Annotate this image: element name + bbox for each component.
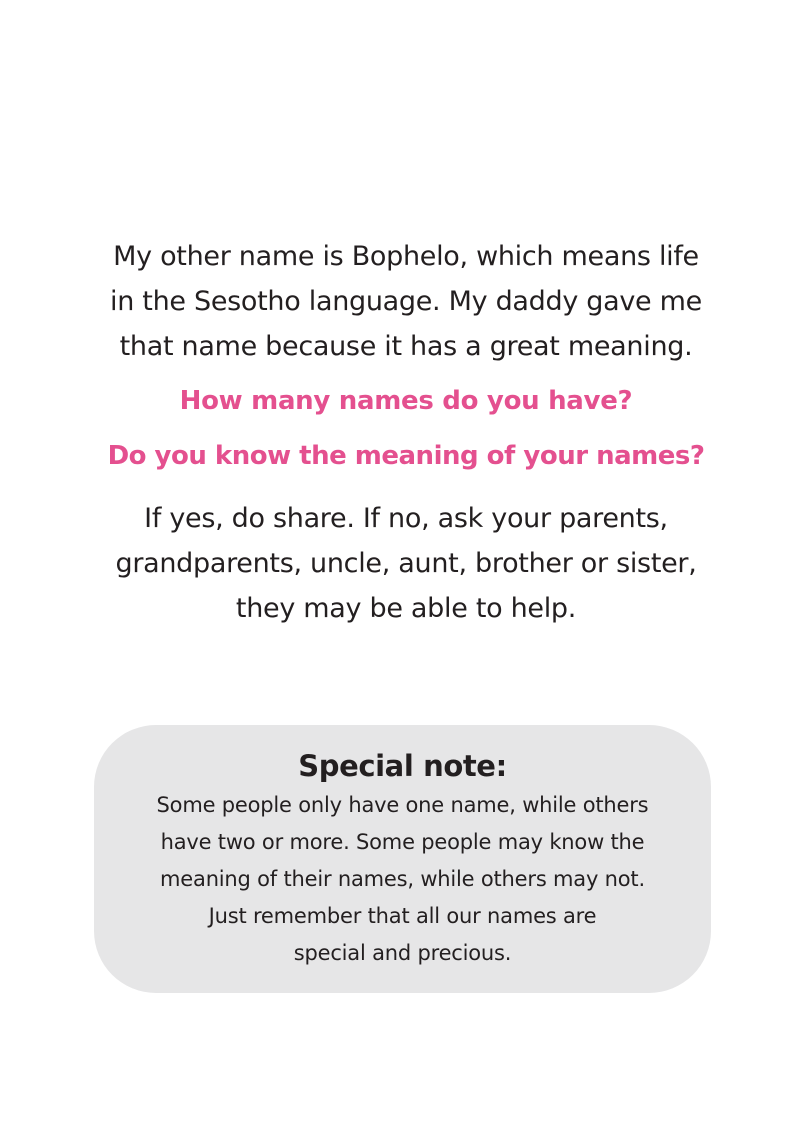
question-names-meaning: Do you know the meaning of your names? (107, 441, 705, 471)
special-note-text (94, 787, 711, 972)
special-note-box (94, 725, 711, 993)
answer-line: If yes, do share. If no, ask your parents, (144, 503, 668, 534)
intro-paragraph (0, 234, 812, 369)
answer-paragraph (0, 496, 812, 631)
special-note-line: special and precious. (293, 941, 512, 965)
intro-line: My other name is Bophelo, which means life (113, 241, 699, 272)
special-note-line: Some people only have one name, while others (156, 793, 649, 817)
intro-line: that name because it has a great meaning. (119, 331, 693, 362)
special-note-title: Special note: (298, 749, 507, 783)
special-note-line: meaning of their names, while others may not. (160, 867, 645, 891)
intro-line: in the Sesotho language. My daddy gave me (110, 286, 702, 317)
special-note-line: Just remember that all our names are (208, 904, 597, 928)
answer-line: grandparents, uncle, aunt, brother or sister, (115, 548, 697, 579)
special-note-line: have two or more. Some people may know the (160, 830, 645, 854)
answer-line: they may be able to help. (235, 593, 577, 624)
question-names-count: How many names do you have? (179, 386, 633, 416)
